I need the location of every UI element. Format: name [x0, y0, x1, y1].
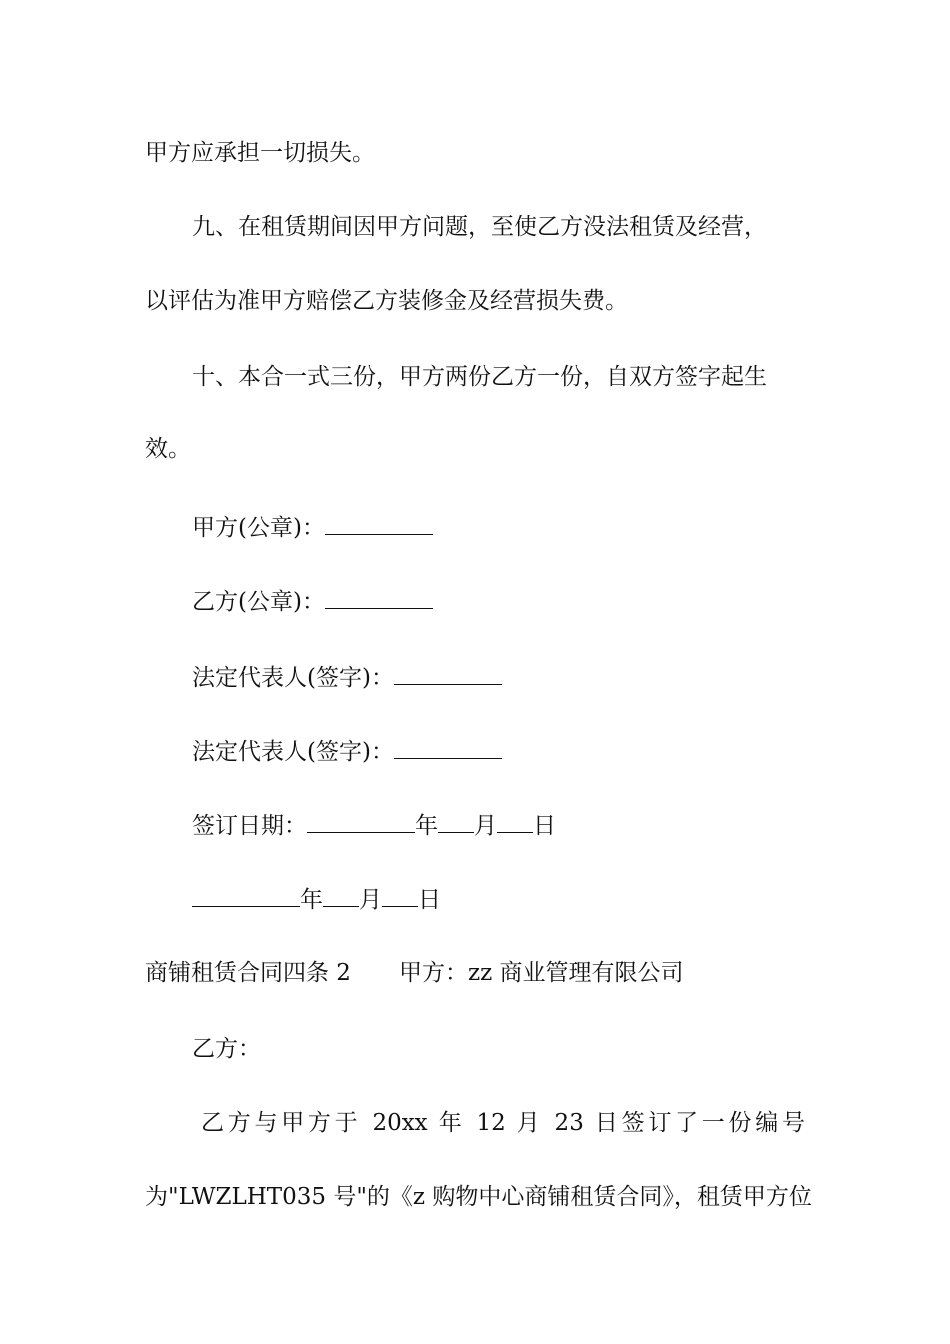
second-contract-title: 商铺租赁合同四条 2	[145, 960, 351, 986]
sign-date-line	[192, 808, 556, 841]
date-line-2	[192, 882, 441, 915]
day-label: 日	[533, 813, 556, 839]
legal-rep-label: 法定代表人(签字)：	[192, 739, 394, 765]
year-label: 年	[415, 813, 438, 839]
second-contract-para-line1: 乙方与甲方于 20xx 年 12 月 23 日签订了一份编号	[201, 1110, 805, 1136]
second-contract-party-b: 乙方：	[192, 1036, 261, 1062]
second-contract-para-line2: 为"LWZLHT035 号"的《z 购物中心商铺租赁合同》，租赁甲方位	[145, 1184, 812, 1210]
signature-blank	[325, 510, 433, 535]
day-blank	[497, 808, 533, 833]
year-blank	[307, 808, 415, 833]
clause-nine-line2: 以评估为准甲方赔偿乙方装修金及经营损失费。	[145, 288, 628, 314]
party-a-seal-line	[192, 510, 433, 543]
clause-ten-line2: 效。	[145, 436, 191, 462]
legal-rep-label: 法定代表人(签字)：	[192, 665, 394, 691]
party-a-seal-label: 甲方(公章)：	[192, 515, 325, 541]
text-line: 甲方应承担一切损失。	[145, 140, 375, 166]
signature-blank	[394, 734, 502, 759]
clause-ten-line1: 十、本合一式三份，甲方两份乙方一份，自双方签字起生	[192, 364, 767, 390]
legal-rep-line-2	[192, 734, 502, 767]
legal-rep-line-1	[192, 660, 502, 693]
day-blank	[382, 882, 418, 907]
party-b-seal-label: 乙方(公章)：	[192, 589, 325, 615]
party-b-seal-line	[192, 584, 433, 617]
clause-nine-line1: 九、在租赁期间因甲方问题，至使乙方没法租赁及经营，	[192, 214, 767, 240]
month-label: 月	[474, 813, 497, 839]
day-label: 日	[418, 887, 441, 913]
year-label: 年	[300, 887, 323, 913]
second-contract-heading-line	[145, 958, 684, 988]
month-blank	[438, 808, 474, 833]
sign-date-label: 签订日期：	[192, 813, 307, 839]
year-blank	[192, 882, 300, 907]
second-contract-party-a: 甲方：zz 商业管理有限公司	[398, 960, 684, 986]
signature-blank	[394, 660, 502, 685]
month-blank	[323, 882, 359, 907]
month-label: 月	[359, 887, 382, 913]
signature-blank	[325, 584, 433, 609]
